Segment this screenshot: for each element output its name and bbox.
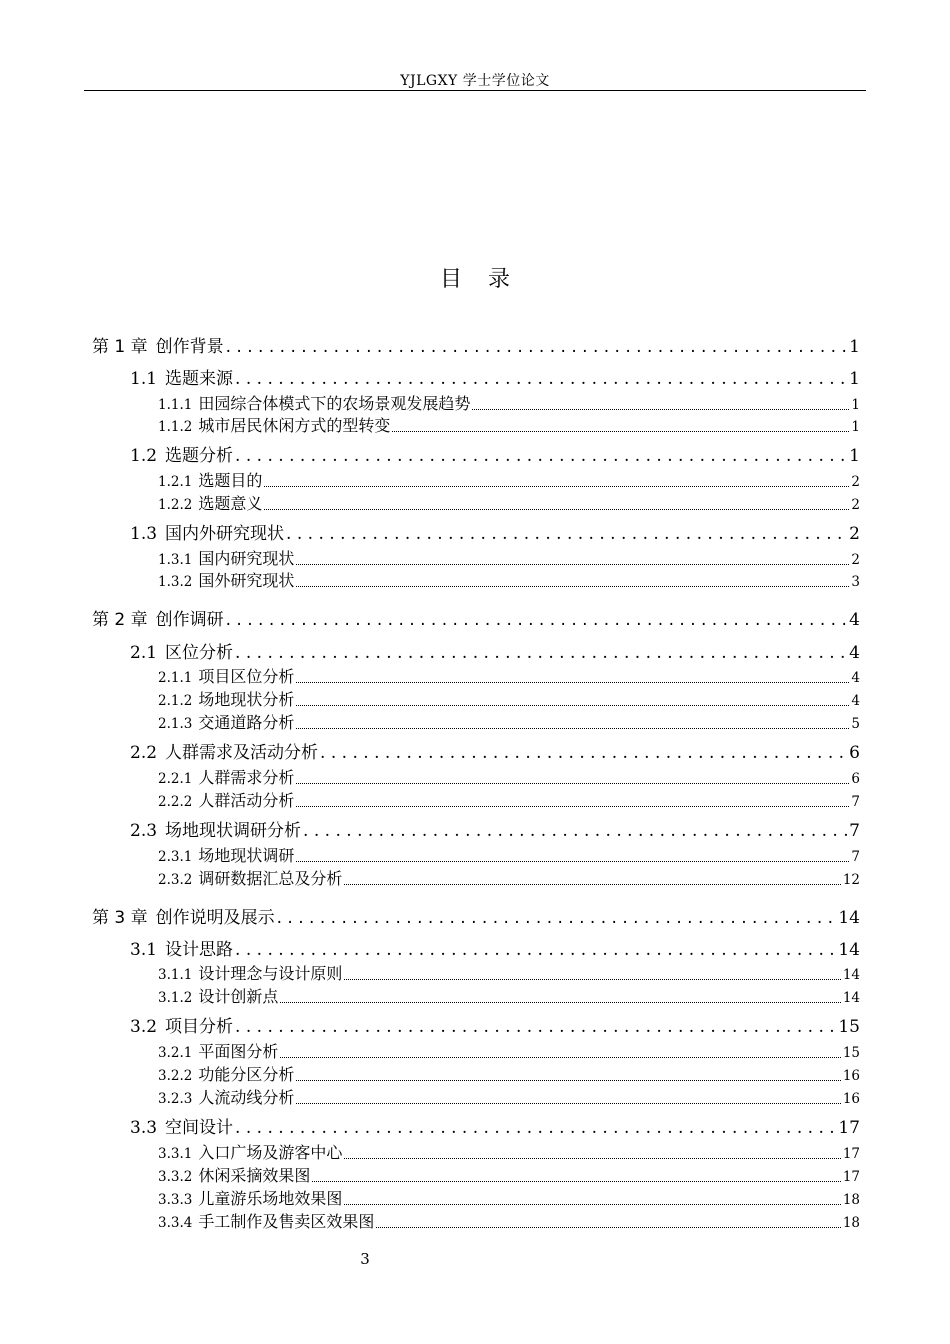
toc-entry-label	[158, 1039, 278, 1062]
toc-entry-title: 儿童游乐场地效果图	[198, 1189, 343, 1208]
toc-entry-sub[interactable]	[158, 961, 860, 984]
toc-entry-title: 人流动线分析	[198, 1088, 295, 1107]
toc-entry-sec[interactable]	[130, 935, 860, 960]
toc-entry-number: 第 3 章	[92, 908, 148, 928]
toc-entry-sub[interactable]	[158, 1186, 860, 1209]
toc-entry-title: 选题意义	[198, 494, 263, 513]
toc-entry-sub[interactable]	[158, 1140, 860, 1163]
toc-entry-ch[interactable]	[92, 332, 860, 357]
toc-entry-page: 7	[851, 794, 860, 810]
toc-dot-leader	[235, 369, 847, 389]
toc-entry-page: 6	[849, 743, 860, 763]
toc-entry-title: 项目区位分析	[198, 667, 295, 686]
toc-entry-label	[92, 605, 224, 630]
toc-title-char-1: 目	[439, 267, 462, 292]
toc-entry-page: 5	[851, 716, 860, 732]
toc-entry-number: 1.2.1	[158, 474, 193, 490]
toc-entry-number: 3.3.2	[158, 1169, 193, 1185]
toc-entry-sub[interactable]	[158, 984, 860, 1007]
toc-entry-number: 1.2	[130, 446, 158, 466]
toc-entry-number: 3.1	[130, 940, 158, 960]
toc-entry-number: 1.1	[130, 369, 158, 389]
toc-entry-number: 1.3	[130, 524, 158, 544]
toc-entry-number: 第 1 章	[92, 337, 148, 357]
toc-dot-leader	[296, 782, 849, 784]
toc-entry-sub[interactable]	[158, 1062, 860, 1085]
toc-entry-sec[interactable]	[130, 1113, 860, 1138]
toc-entry-sec[interactable]	[130, 738, 860, 763]
toc-dot-leader	[296, 1079, 840, 1081]
toc-entry-label	[158, 984, 278, 1007]
toc-dot-leader	[392, 430, 849, 432]
toc-entry-label	[92, 903, 275, 928]
toc-entry-label	[130, 935, 233, 960]
toc-entry-page: 1	[851, 419, 860, 435]
toc-dot-leader	[344, 1157, 840, 1159]
toc-entry-sub[interactable]	[158, 866, 860, 889]
toc-dot-leader	[235, 1017, 836, 1037]
toc-entry-page: 2	[849, 524, 860, 544]
toc-entry-title: 选题来源	[165, 369, 234, 389]
toc-entry-label	[92, 332, 224, 357]
toc-entry-label	[158, 1209, 374, 1232]
toc-entry-title: 设计理念与设计原则	[198, 964, 343, 983]
toc-entry-title: 选题目的	[198, 471, 263, 490]
toc-entry-title: 选题分析	[165, 446, 234, 466]
toc-dot-leader	[344, 978, 840, 980]
toc-entry-number: 2.1	[130, 643, 158, 663]
toc-entry-page: 18	[842, 1192, 860, 1208]
toc-entry-sec[interactable]	[130, 441, 860, 466]
toc-dot-leader	[235, 643, 847, 663]
toc-entry-page: 14	[842, 967, 860, 983]
toc-entry-title: 城市居民休闲方式的型转变	[198, 416, 391, 435]
toc-entry-label	[130, 519, 284, 544]
toc-entry-sub[interactable]	[158, 687, 860, 710]
toc-dot-leader	[280, 1056, 840, 1058]
toc-entry-label	[158, 961, 342, 984]
toc-entry-page: 4	[851, 670, 860, 686]
toc-entry-page: 12	[842, 872, 860, 888]
toc-entry-number: 2.1.2	[158, 693, 193, 709]
toc-entry-title: 国内研究现状	[198, 549, 295, 568]
toc-entry-title: 人群活动分析	[198, 791, 295, 810]
toc-entry-label	[158, 413, 390, 436]
toc-entry-sub[interactable]	[158, 710, 860, 733]
toc-entry-number: 3.2.3	[158, 1091, 193, 1107]
toc-entry-label	[158, 391, 470, 414]
toc-entry-number: 1.2.2	[158, 497, 193, 513]
toc-entry-title: 人群需求分析	[198, 768, 295, 787]
toc-entry-label	[158, 546, 294, 569]
toc-entry-sec[interactable]	[130, 519, 860, 544]
toc-dot-leader	[286, 524, 847, 544]
toc-entry-sub[interactable]	[158, 1209, 860, 1232]
toc-entry-title: 场地现状分析	[198, 690, 295, 709]
toc-dot-leader	[296, 681, 849, 683]
toc-entry-number: 3.2.1	[158, 1045, 193, 1061]
toc-entry-label	[158, 491, 262, 514]
toc-entry-page: 16	[842, 1091, 860, 1107]
toc-entry-label	[130, 638, 233, 663]
toc-dot-leader	[277, 908, 837, 928]
toc-entry-label	[158, 843, 294, 866]
toc-dot-leader	[296, 860, 849, 862]
toc-entry-number: 1.1.2	[158, 419, 193, 435]
toc-dot-leader	[235, 446, 847, 466]
toc-entry-label	[158, 687, 294, 710]
toc-dot-leader	[344, 1203, 840, 1205]
toc-entry-label	[130, 1113, 233, 1138]
toc-entry-page: 14	[838, 940, 860, 960]
toc-entry-label	[130, 441, 233, 466]
toc-entry-title: 项目分析	[165, 1017, 234, 1037]
toc-entry-sub[interactable]	[158, 391, 860, 414]
toc-entry-page: 18	[842, 1215, 860, 1231]
toc-entry-title: 场地现状调研	[198, 846, 295, 865]
toc-entry-label	[158, 568, 294, 591]
toc-entry-page: 1	[849, 369, 860, 389]
toc-entry-page: 2	[851, 552, 860, 568]
toc-entry-number: 2.1.3	[158, 716, 193, 732]
toc-entry-number: 第 2 章	[92, 610, 148, 630]
toc-entry-page: 3	[851, 574, 860, 590]
toc-entry-sec[interactable]	[130, 364, 860, 389]
toc-entry-sub[interactable]	[158, 546, 860, 569]
toc-entry-page: 14	[838, 908, 860, 928]
toc-entry-ch[interactable]	[92, 903, 860, 928]
toc-entry-page: 17	[842, 1169, 860, 1185]
toc-entry-page: 16	[842, 1068, 860, 1084]
toc-dot-leader	[280, 1001, 840, 1003]
toc-entry-number: 2.1.1	[158, 670, 193, 686]
toc-entry-title: 入口广场及游客中心	[198, 1143, 343, 1162]
toc-entry-label	[130, 364, 233, 389]
toc-entry-sub[interactable]	[158, 468, 860, 491]
toc-entry-page: 4	[851, 693, 860, 709]
toc-entry-title: 空间设计	[165, 1118, 234, 1138]
toc-entry-label	[158, 1186, 342, 1209]
toc-dot-leader	[296, 704, 849, 706]
toc-entry-title: 创作调研	[155, 610, 224, 630]
toc-entry-label	[158, 1085, 294, 1108]
toc-entry-sub[interactable]	[158, 765, 860, 788]
toc-dot-leader	[344, 883, 840, 885]
toc-entry-page: 7	[851, 849, 860, 865]
toc-dot-leader	[264, 508, 849, 510]
toc-entry-label	[158, 1163, 310, 1186]
toc-entry-page: 6	[851, 771, 860, 787]
toc-entry-page: 1	[851, 397, 860, 413]
running-header: YJLGXY 学士学位论文	[400, 73, 550, 89]
toc-entry-title: 国外研究现状	[198, 571, 295, 590]
toc-entry-number: 3.1.2	[158, 990, 193, 1006]
toc-entry-page: 15	[842, 1045, 860, 1061]
toc-entry-number: 1.3.1	[158, 552, 193, 568]
toc-entry-number: 3.2.2	[158, 1068, 193, 1084]
toc-dot-leader	[264, 485, 849, 487]
toc-dot-leader	[312, 1180, 840, 1182]
toc-entry-label	[158, 1140, 342, 1163]
toc-dot-leader	[235, 1118, 836, 1138]
toc-entry-sub[interactable]	[158, 843, 860, 866]
toc-dot-leader	[303, 821, 847, 841]
toc-entry-page: 7	[849, 821, 860, 841]
toc-entry-sub[interactable]	[158, 1085, 860, 1108]
toc-entry-number: 1.3.2	[158, 574, 193, 590]
toc-entry-label	[158, 788, 294, 811]
toc-entry-sec[interactable]	[130, 1012, 860, 1037]
toc-dot-leader	[296, 805, 849, 807]
toc-entry-sec[interactable]	[130, 638, 860, 663]
toc-entry-label	[130, 816, 301, 841]
page-number: 3	[360, 1250, 370, 1268]
toc-entry-number: 3.3.4	[158, 1215, 193, 1231]
toc-entry-page: 14	[842, 990, 860, 1006]
toc-entry-sub[interactable]	[158, 413, 860, 436]
toc-entry-sub[interactable]	[158, 788, 860, 811]
toc-entry-page: 2	[851, 474, 860, 490]
toc-entry-number: 2.3.1	[158, 849, 193, 865]
toc-entry-sub[interactable]	[158, 491, 860, 514]
toc-entry-title: 平面图分析	[198, 1042, 279, 1061]
toc-entry-sub[interactable]	[158, 1163, 860, 1186]
toc-entry-number: 2.2.1	[158, 771, 193, 787]
toc-dot-leader	[226, 337, 848, 357]
toc-entry-ch[interactable]	[92, 605, 860, 630]
toc-entry-title: 手工制作及售卖区效果图	[198, 1212, 375, 1231]
toc-entry-page: 4	[849, 643, 860, 663]
toc-entry-title: 交通道路分析	[198, 713, 295, 732]
toc-entry-title: 人群需求及活动分析	[165, 743, 319, 763]
toc-entry-label	[158, 866, 342, 889]
toc-entry-number: 3.2	[130, 1017, 158, 1037]
toc-dot-leader	[235, 940, 836, 960]
toc-entry-number: 2.2	[130, 743, 158, 763]
toc-entry-title: 田园综合体模式下的农场景观发展趋势	[198, 394, 471, 413]
toc-entry-title: 创作背景	[155, 337, 224, 357]
toc-entry-label	[158, 765, 294, 788]
toc-entry-page: 15	[838, 1017, 860, 1037]
toc-entry-sub[interactable]	[158, 664, 860, 687]
toc-entry-number: 3.3.1	[158, 1146, 193, 1162]
toc-entry-page: 1	[849, 446, 860, 466]
toc-entry-title: 休闲采摘效果图	[198, 1166, 311, 1185]
toc-dot-leader	[296, 727, 849, 729]
toc-dot-leader	[296, 563, 849, 565]
toc-entry-label	[158, 468, 262, 491]
toc-entry-title: 创作说明及展示	[155, 908, 275, 928]
toc-entry-label	[158, 710, 294, 733]
toc-entry-number: 2.3	[130, 821, 158, 841]
toc-entry-title: 功能分区分析	[198, 1065, 295, 1084]
toc-dot-leader	[296, 585, 849, 587]
toc-entry-label	[158, 664, 294, 687]
toc-entry-number: 3.1.1	[158, 967, 193, 983]
toc-entry-page: 2	[851, 497, 860, 513]
toc-entry-title: 场地现状调研分析	[165, 821, 302, 841]
toc-dot-leader	[226, 610, 848, 630]
toc-dot-leader	[376, 1226, 840, 1228]
toc-entry-number: 2.2.2	[158, 794, 193, 810]
toc-entry-sec[interactable]	[130, 816, 860, 841]
toc-entry-title: 调研数据汇总及分析	[198, 869, 343, 888]
toc-title-char-2: 录	[488, 267, 511, 292]
toc-entry-title: 区位分析	[165, 643, 234, 663]
toc-dot-leader	[296, 1102, 840, 1104]
toc-entry-number: 3.3	[130, 1118, 158, 1138]
toc-entry-sub[interactable]	[158, 1039, 860, 1062]
toc-dot-leader	[472, 408, 849, 410]
toc-entry-title: 设计创新点	[198, 987, 279, 1006]
toc-entry-number: 1.1.1	[158, 397, 193, 413]
toc-entry-label	[130, 1012, 233, 1037]
toc-entry-title: 设计思路	[165, 940, 234, 960]
toc-entry-title: 国内外研究现状	[165, 524, 285, 544]
toc-entry-number: 3.3.3	[158, 1192, 193, 1208]
toc-entry-page: 17	[838, 1118, 860, 1138]
toc-entry-page: 17	[842, 1146, 860, 1162]
toc-entry-page: 1	[849, 337, 860, 357]
toc-dot-leader	[320, 743, 847, 763]
toc-entry-number: 2.3.2	[158, 872, 193, 888]
toc-entry-page: 4	[849, 610, 860, 630]
toc-entry-sub[interactable]	[158, 568, 860, 591]
toc-entry-label	[158, 1062, 294, 1085]
toc-entry-label	[130, 738, 318, 763]
